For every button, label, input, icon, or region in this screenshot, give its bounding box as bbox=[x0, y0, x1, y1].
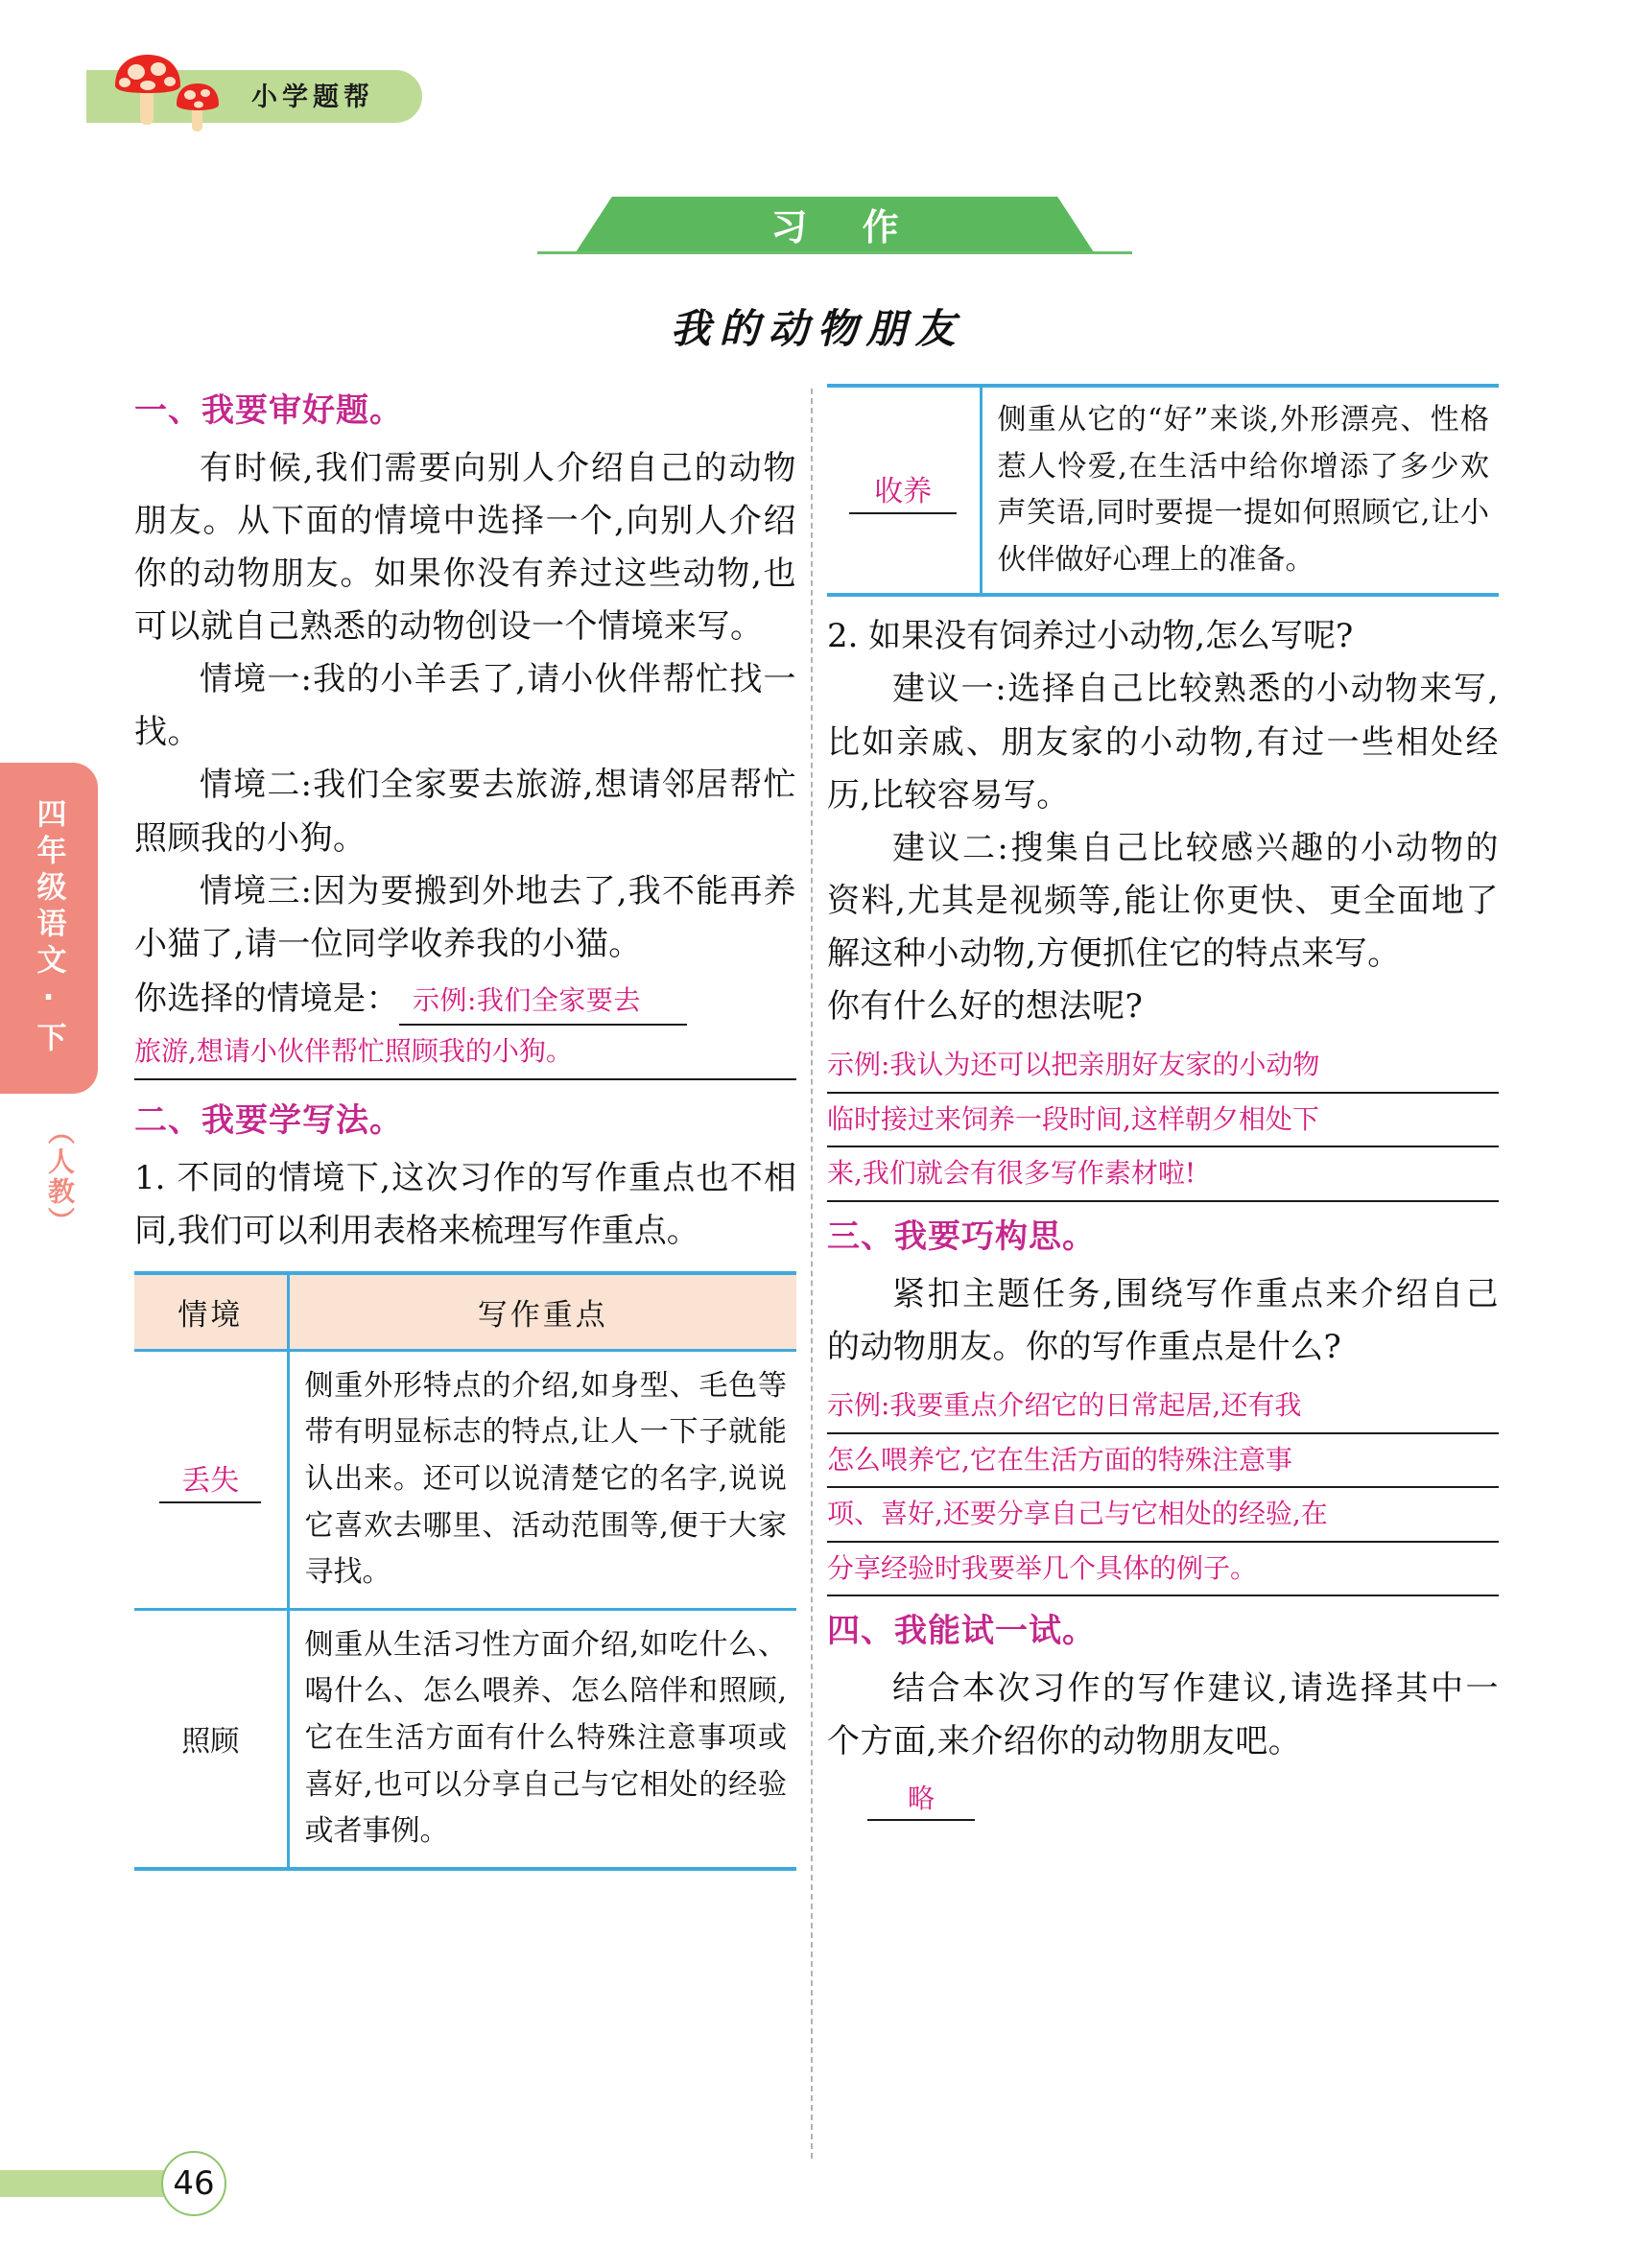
table-row bbox=[134, 1350, 796, 1609]
left-column bbox=[134, 384, 796, 1871]
item2-answer[interactable] bbox=[827, 1039, 1499, 1202]
chapter-banner bbox=[537, 197, 1132, 256]
table-cell-focus: 侧重外形特点的介绍,如身型、毛色等带有明显标志的特点,让人一下子就能认出来。还可以说清楚它的名字,说说它喜欢去哪里、活动范围等,便于大家寻找。 bbox=[288, 1350, 796, 1609]
item2-answer-line-3[interactable]: 来,我们就会有很多写作素材啦! bbox=[827, 1147, 1499, 1202]
situation-answer-blank[interactable]: 收养 bbox=[849, 467, 957, 514]
choose-scenario-answer-line1[interactable]: 示例:我们全家要去 bbox=[399, 979, 687, 1026]
scenario-3: 情境三:因为要搬到外地去了,我不能再养小猫了,请一位同学收养我的小猫。 bbox=[134, 871, 796, 963]
section3-answer-line-2[interactable]: 怎么喂养它,它在生活方面的特殊注意事 bbox=[827, 1434, 1499, 1489]
column-divider bbox=[811, 389, 813, 2159]
choose-scenario-answer-line2[interactable]: 旅游,想请小伙伴帮忙照顾我的小狗。 bbox=[134, 1026, 796, 1080]
section-heading-2: 二、我要学写法。 bbox=[134, 1100, 403, 1140]
chapter-banner-label: 习 作 bbox=[770, 205, 920, 248]
item2-suggestion-2: 建议二:搜集自己比较感兴趣的小动物的资料,尤其是视频等,能让你更快、更全面地了解这种小动物,方便抓住它的特点来写。 bbox=[827, 828, 1499, 973]
table-cell-focus: 侧重从生活习性方面介绍,如吃什么、喝什么、怎么喂养、怎么陪伴和照顾,它在生活方面有什么特殊注意事项或喜好,也可以分享自己与它相处的经验或者事例。 bbox=[288, 1609, 796, 1868]
section4-paragraph: 结合本次习作的写作建议,请选择其中一个方面,来介绍你的动物朋友吧。 bbox=[827, 1669, 1499, 1761]
choose-scenario-prompt: 你选择的情境是： bbox=[134, 979, 399, 1018]
section2-item1: 1. 不同的情境下,这次习作的写作重点也不相同,我们可以利用表格来梳理写作重点。 bbox=[134, 1158, 796, 1250]
table-row bbox=[134, 1609, 796, 1868]
item2-suggestion-1: 建议一:选择自己比较熟悉的小动物来写,比如亲戚、朋友家的小动物,有过一些相处经历,比较容易写。 bbox=[827, 670, 1499, 815]
section3-answer[interactable] bbox=[827, 1380, 1499, 1596]
footer-bar bbox=[0, 2170, 173, 2197]
table-cell-situation: 照顾 bbox=[134, 1609, 288, 1868]
brand-title: 小学题帮 bbox=[251, 83, 374, 112]
mushroom-icon bbox=[113, 53, 182, 125]
writing-focus-table-continued bbox=[827, 384, 1499, 597]
table-cell-focus: 侧重从它的“好”来谈,外形漂亮、性格惹人怜爱,在生活中给你增添了多少欢声笑语,同时要提一提如何照顾它,让小伙伴做好心理上的准备。 bbox=[981, 386, 1499, 595]
section3-answer-line-4[interactable]: 分享经验时我要举几个具体的例子。 bbox=[827, 1543, 1499, 1597]
table-header-row bbox=[134, 1273, 796, 1351]
chapter-banner-rule bbox=[537, 251, 1132, 254]
grade-subject-tab bbox=[0, 763, 98, 1094]
writing-focus-table bbox=[134, 1271, 796, 1871]
section-heading-1: 一、我要审好题。 bbox=[134, 391, 403, 430]
section3-answer-line-3[interactable]: 项、喜好,还要分享自己与它相处的经验,在 bbox=[827, 1488, 1499, 1543]
item2-answer-line-1[interactable]: 示例:我认为还可以把亲朋好友家的小动物 bbox=[827, 1039, 1499, 1094]
scenario-2: 情境二:我们全家要去旅游,想请邻居帮忙照顾我的小狗。 bbox=[134, 766, 796, 858]
item2-question: 2. 如果没有饲养过小动物,怎么写呢? bbox=[827, 617, 1354, 656]
scenario-1: 情境一:我的小羊丢了,请小伙伴帮忙找一找。 bbox=[134, 660, 796, 752]
section-heading-4: 四、我能试一试。 bbox=[827, 1612, 1096, 1651]
item2-answer-line-2[interactable]: 临时接过来饲养一段时间,这样朝夕相处下 bbox=[827, 1094, 1499, 1148]
section3-answer-line-1[interactable]: 示例:我要重点介绍它的日常起居,还有我 bbox=[827, 1380, 1499, 1434]
section1-paragraph: 有时候,我们需要向别人介绍自己的动物朋友。从下面的情境中选择一个,向别人介绍你的动物朋友。如果你没有养过这些动物,也可以就自己熟悉的动物创设一个情境来写。 bbox=[134, 449, 796, 647]
grade-subject-label: 四年级语文·下 bbox=[31, 798, 66, 1058]
choose-scenario-row bbox=[134, 973, 796, 1026]
article-title: 我的动物朋友 bbox=[670, 305, 964, 352]
item2-prompt: 你有什么好的想法呢? bbox=[827, 986, 1144, 1026]
table-header-focus: 写作重点 bbox=[288, 1273, 796, 1351]
table-cell-situation bbox=[827, 386, 981, 595]
section3-paragraph: 紧扣主题任务,围绕写作重点来介绍自己的动物朋友。你的写作重点是什么? bbox=[827, 1274, 1499, 1366]
page-number: 46 bbox=[161, 2151, 226, 2216]
section4-answer-wrap bbox=[827, 1778, 1499, 1821]
section-heading-3: 三、我要巧构思。 bbox=[827, 1217, 1096, 1256]
mushroom-icon bbox=[175, 82, 221, 131]
table-row bbox=[827, 386, 1499, 595]
publisher-label: （人教） bbox=[44, 1118, 76, 1237]
section4-answer-blank[interactable]: 略 bbox=[867, 1778, 975, 1821]
table-header-situation: 情境 bbox=[134, 1273, 288, 1351]
right-column bbox=[827, 384, 1499, 1821]
table-cell-situation bbox=[134, 1350, 288, 1609]
situation-answer-blank[interactable]: 丢失 bbox=[159, 1456, 261, 1503]
